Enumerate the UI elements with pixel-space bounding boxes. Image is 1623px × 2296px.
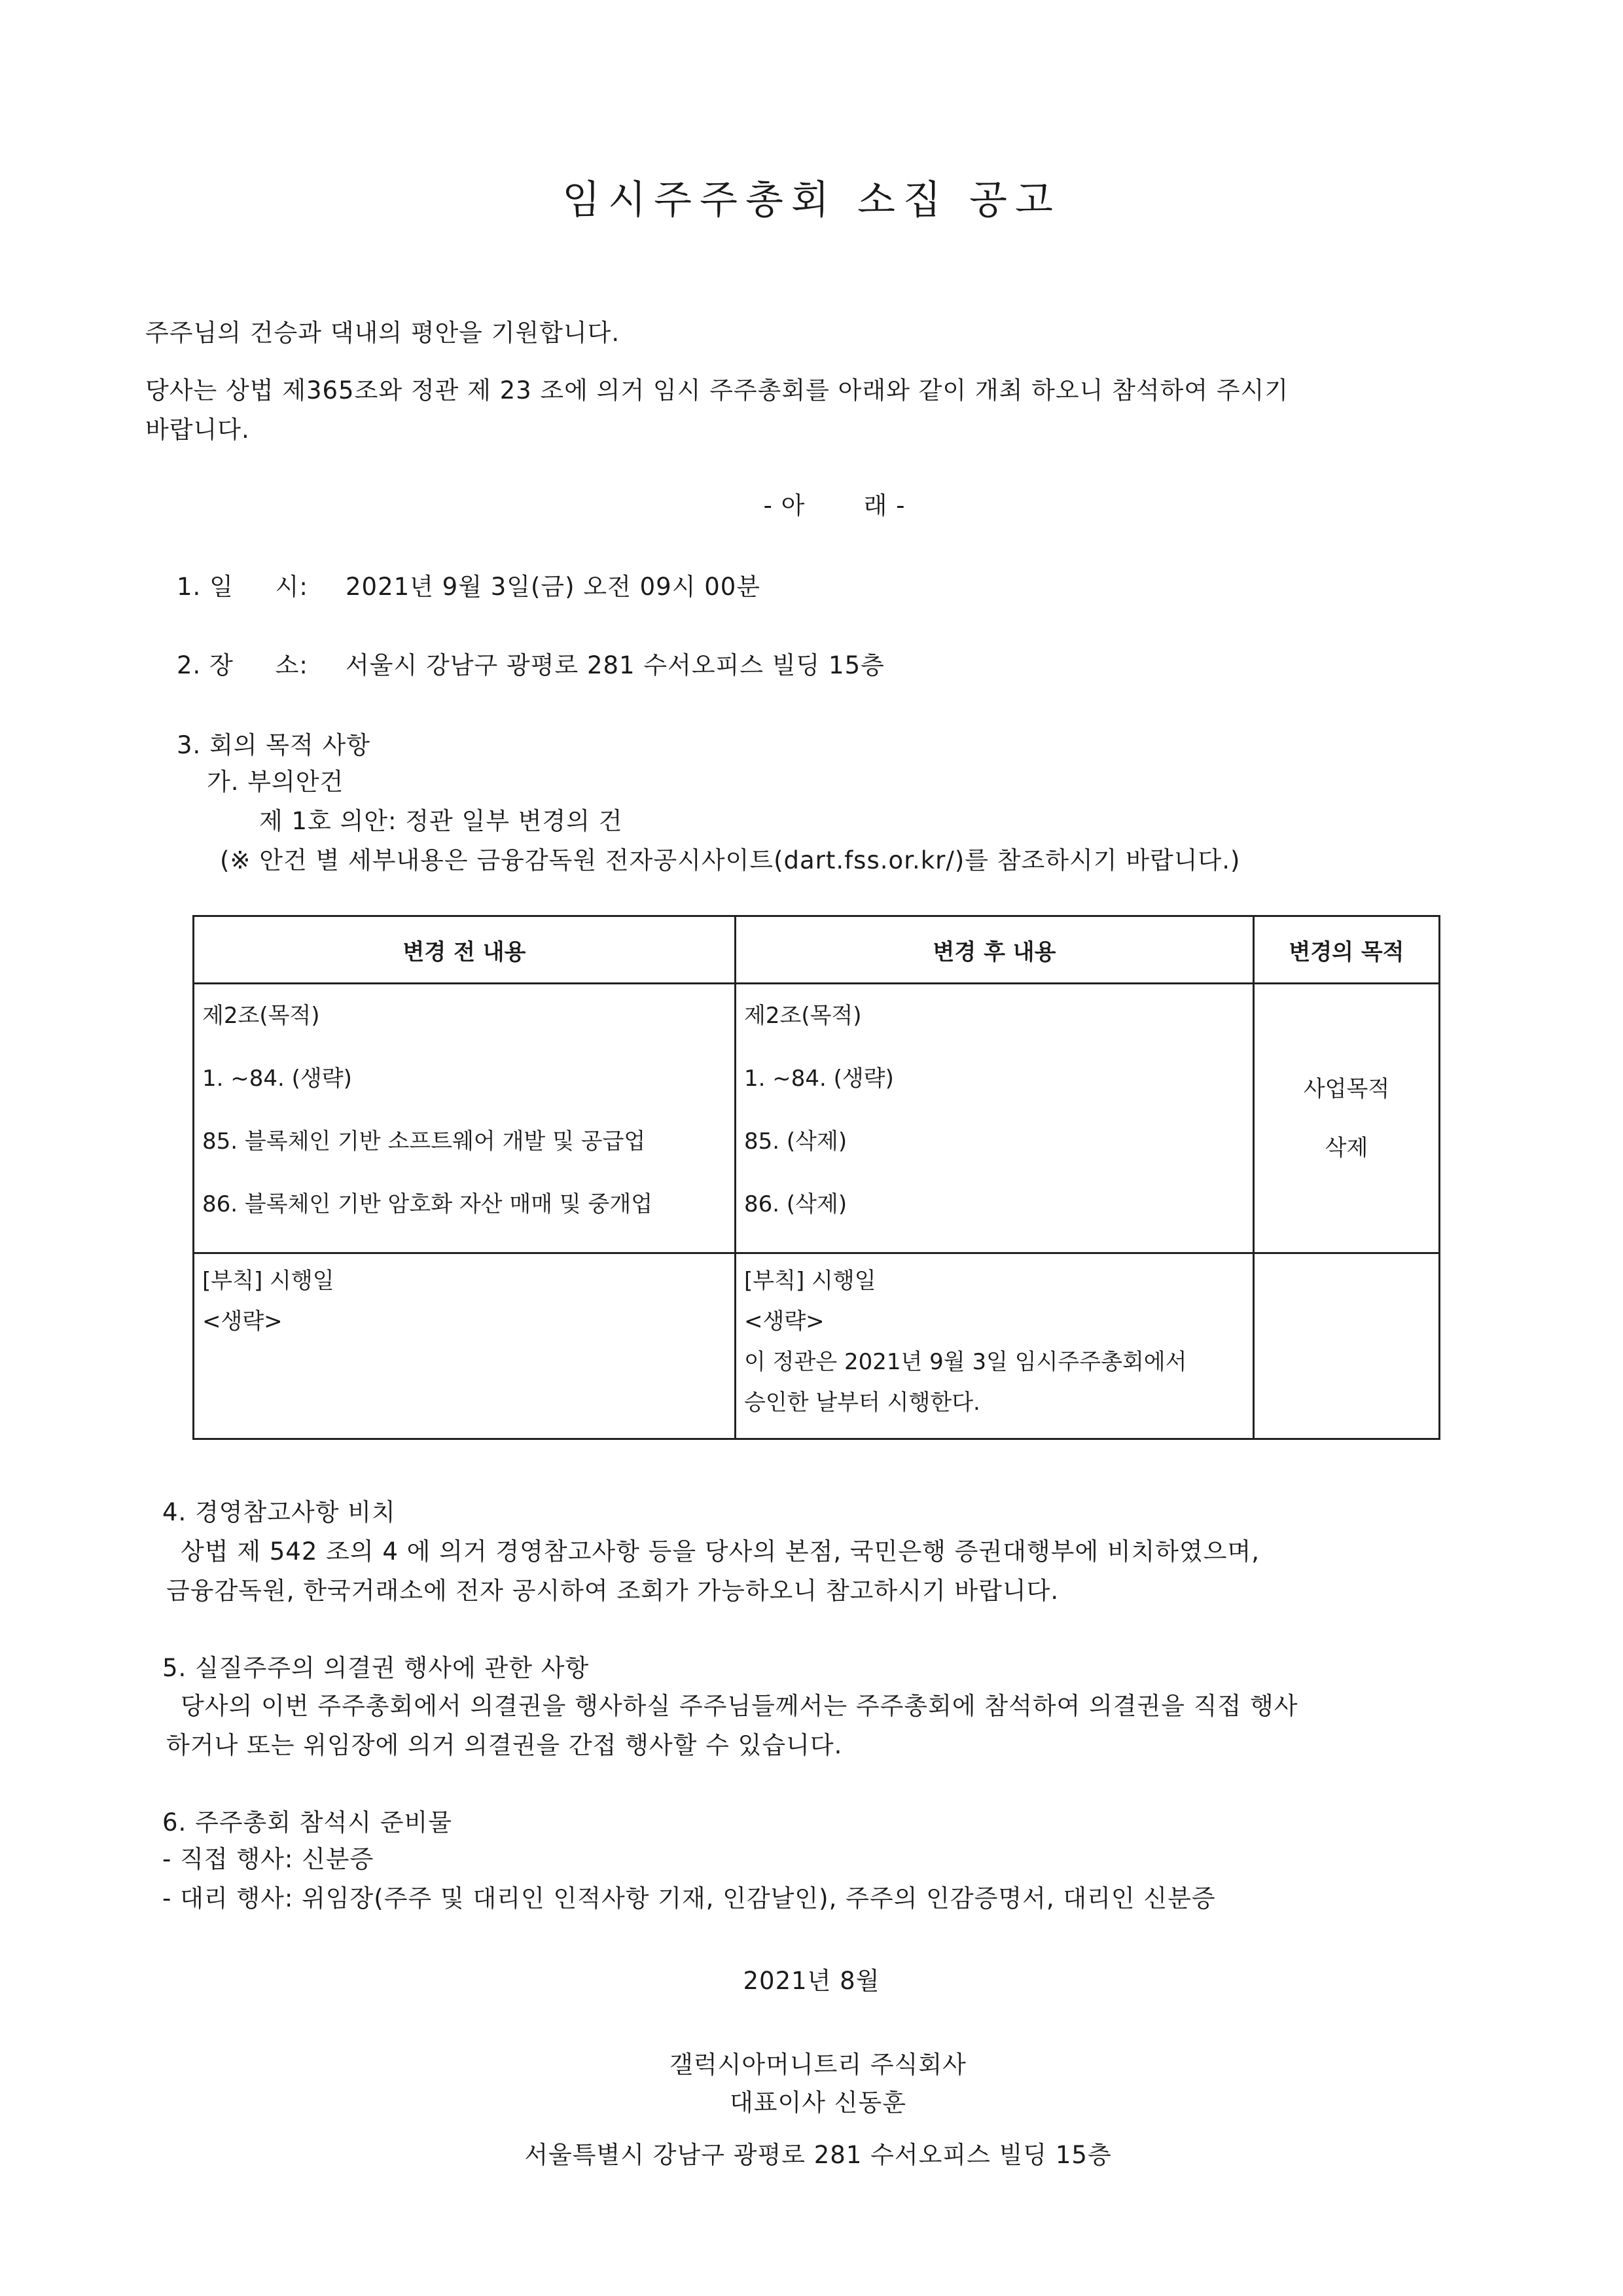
- item6-heading: 6. 주주총회 참석시 준비물: [162, 1808, 453, 1837]
- item3-agenda: 제 1호 의안: 정관 일부 변경의 건: [259, 807, 623, 835]
- item4-line-2: 금융감독원, 한국거래소에 전자 공시하여 조회가 가능하오니 참고하시기 바랍니다.: [166, 1577, 1060, 1605]
- item2-value: 서울시 강남구 광평로 281 수서오피스 빌딩 15층: [346, 651, 885, 679]
- after-line: 86. (삭제): [744, 1191, 847, 1217]
- item4-heading: 4. 경영참고사항 비치: [162, 1498, 396, 1526]
- after-line: 제2조(목적): [744, 1003, 862, 1029]
- greeting-text: 주주님의 건승과 댁내의 평안을 기원합니다.: [145, 319, 620, 347]
- appendix-after-line: [부칙] 시행일: [744, 1268, 876, 1294]
- appendix-after-cell: [736, 1253, 1254, 1439]
- intro-line-2: 바랍니다.: [145, 416, 250, 444]
- before-line: 85. 블록체인 기반 소프트웨어 개발 및 공급업: [202, 1128, 646, 1155]
- below-heading: - 아 래 -: [763, 492, 906, 520]
- item5-line-2: 하거나 또는 위임장에 의거 의결권을 간접 행사할 수 있습니다.: [166, 1731, 843, 1759]
- notice-date: 2021년 8월: [743, 1967, 880, 1995]
- item3-note: (※ 안건 별 세부내용은 금융감독원 전자공시사이트(dart.fss.or.kr/)를 참조하시기 바랍니다.): [220, 846, 1241, 874]
- item6-line-2: - 대리 행사: 위임장(주주 및 대리인 인적사항 기재, 인감날인), 주주의 인감증명서, 대리인 신분증: [162, 1884, 1216, 1912]
- header-purpose: 변경의 목적: [1254, 916, 1440, 984]
- before-line: 1. ~84. (생략): [202, 1066, 352, 1092]
- item2-label: 2. 장 소:: [177, 651, 308, 679]
- item1-label: 1. 일 시:: [177, 573, 308, 601]
- before-line: 제2조(목적): [202, 1003, 320, 1029]
- before-cell: [194, 984, 736, 1253]
- page-title: 임시주주총회 소집 공고: [562, 177, 1061, 223]
- company-name: 갤럭시아머니트리 주식회사: [669, 2051, 967, 2079]
- appendix-before-line: [부칙] 시행일: [202, 1268, 334, 1294]
- table-row: [194, 984, 1440, 1253]
- item5-line-1: 당사의 이번 주주총회에서 의결권을 행사하실 주주님들께서는 주주총회에 참석하여 의결권을 직접 행사: [181, 1692, 1298, 1720]
- after-cell: [736, 984, 1254, 1253]
- ceo-name: 대표이사 신동훈: [730, 2089, 906, 2117]
- appendix-before-cell: [194, 1253, 736, 1439]
- appendix-after-line: 승인한 날부터 시행한다.: [744, 1390, 980, 1416]
- item6-line-1: - 직접 행사: 신분증: [162, 1845, 374, 1873]
- item1-value: 2021년 9월 3일(금) 오전 09시 00분: [346, 573, 761, 601]
- amendment-table: [192, 915, 1440, 1440]
- after-line: 85. (삭제): [744, 1128, 847, 1155]
- company-address: 서울특별시 강남구 광평로 281 수서오피스 빌딩 15층: [524, 2141, 1112, 2169]
- intro-line-1: 당사는 상법 제365조와 정관 제 23 조에 의거 임시 주주총회를 아래와 같이 개최 하오니 참석하여 주시기: [145, 376, 1289, 404]
- appendix-after-line: <생략>: [744, 1308, 825, 1335]
- purpose-line: 사업목적: [1303, 1075, 1390, 1102]
- item4-line-1: 상법 제 542 조의 4 에 의거 경영참고사항 등을 당사의 본점, 국민은행 증권대행부에 비치하였으며,: [181, 1537, 1260, 1566]
- before-line: 86. 블록체인 기반 암호화 자산 매매 및 중개업: [202, 1191, 653, 1217]
- after-line: 1. ~84. (생략): [744, 1066, 894, 1092]
- item3-heading: 3. 회의 목적 사항: [177, 731, 371, 759]
- purpose-cell: [1254, 984, 1440, 1253]
- item3-sub: 가. 부의안건: [207, 768, 344, 796]
- header-after: 변경 후 내용: [736, 916, 1254, 984]
- appendix-purpose-cell: [1254, 1253, 1440, 1439]
- item5-heading: 5. 실질주주의 의결권 행사에 관한 사항: [162, 1654, 590, 1682]
- appendix-before-line: <생략>: [202, 1308, 283, 1335]
- purpose-line: 삭제: [1325, 1134, 1368, 1161]
- table-header-row: [194, 916, 1440, 984]
- header-before: 변경 전 내용: [194, 916, 736, 984]
- table-row: [194, 1253, 1440, 1439]
- appendix-after-line: 이 정관은 2021년 9월 3일 임시주주총회에서: [744, 1349, 1187, 1375]
